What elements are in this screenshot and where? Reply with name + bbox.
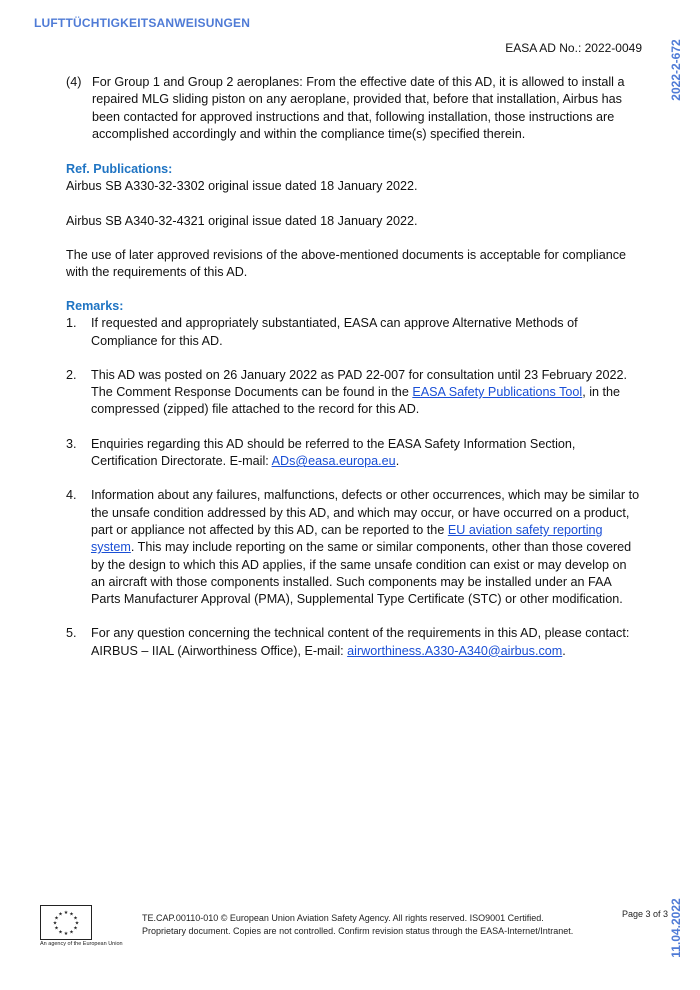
agency-caption: An agency of the European Union [40, 941, 123, 947]
svg-text:★: ★ [58, 911, 63, 918]
remark-text: Information about any failures, malfunctions, defects or other occurrences, which may be similar to the unsafe condition addressed by this AD, and which may occur, or have occurred on a product, part or appliance not affected by this AD, can be reported to the [91, 488, 640, 537]
remark-2 [66, 367, 644, 419]
footer-line-1: TE.CAP.00110-010 © European Union Aviation Safety Agency. All rights reserved. ISO9001 Certified. [142, 913, 544, 923]
svg-text:★: ★ [69, 929, 74, 936]
remark-5 [66, 625, 644, 660]
reference-sb-2: Airbus SB A340-32-4321 original issue dated 18 January 2022. [66, 213, 418, 228]
remark-number: 5. [66, 626, 77, 641]
svg-text:★: ★ [73, 925, 78, 932]
remark-text-tail: . [562, 643, 566, 658]
reporting-system-link[interactable]: EU aviation safety reporting system [91, 522, 603, 555]
remark-number: 1. [66, 316, 77, 331]
side-number-text: 2022-2-672 [669, 39, 683, 101]
remark-text-tail: . [395, 454, 400, 469]
remark-3 [66, 436, 644, 471]
ads-email-link[interactable]: ADs@easa.europa.eu [271, 454, 396, 469]
remark-text-tail: , in the compressed (zipped) file attached to the record for this AD. [91, 385, 621, 417]
paragraph-4 [66, 74, 644, 143]
remark-text: If requested and appropriately substantiated, EASA can approve Alternative Methods of Compliance for this AD. [91, 316, 578, 348]
remark-number: 3. [66, 436, 77, 451]
svg-text:★: ★ [63, 910, 69, 916]
svg-text:★: ★ [73, 915, 78, 922]
references-section [66, 161, 644, 281]
remarks-section [66, 298, 644, 677]
eu-stars-icon [41, 906, 91, 939]
paragraph-text: For Group 1 and Group 2 aeroplanes: From the effective date of this AD, it is allowed to install a repaired MLG sliding piston on any aeroplane, provided that, before that installation, Airbus has been contacted for approved instructions and that, following installation, those instructions are accomplished accordingly and within the compliance time(s) specified therein. [92, 75, 625, 141]
svg-text:★: ★ [69, 911, 74, 918]
footer-text [142, 912, 612, 938]
side-stamp-number [666, 36, 686, 104]
remark-text: This AD was posted on 26 January 2022 as PAD 22-007 for consultation until 23 February 2022. The Comment Response Documents can be found in the [91, 367, 628, 400]
remark-4 [66, 487, 644, 608]
remark-text: For any question concerning the technical content of the requirements in this AD, please contact: AIRBUS – IIAL (Airworthiness Office), E-mail: [91, 626, 630, 658]
side-date-text: 11.04.2022 [669, 898, 683, 958]
reference-sb-1: Airbus SB A330-32-3302 original issue dated 18 January 2022. [66, 179, 418, 194]
reference-note: The use of later approved revisions of the above-mentioned documents is acceptable for compliance with the requirements of this AD. [66, 247, 627, 280]
paragraph-number: (4) [66, 75, 82, 89]
remark-1 [66, 315, 644, 350]
easa-safety-publications-link[interactable]: EASA Safety Publications Tool [412, 385, 583, 400]
svg-text:★: ★ [54, 925, 59, 932]
svg-text:★: ★ [54, 915, 59, 922]
remarks-heading: Remarks: [66, 299, 124, 313]
svg-text:★: ★ [74, 920, 80, 927]
svg-text:★: ★ [52, 920, 58, 927]
remark-text: Enquiries regarding this AD should be referred to the EASA Safety Information Section, Certification Directorate. E-mail: [91, 436, 576, 469]
footer-line-2: Proprietary document. Copies are not controlled. Confirm revision status through the EASA-Internet/Intranet. [142, 926, 574, 936]
remark-text-tail: . This may include reporting on the same or similar components, other than those covered by the design to which this AD applies, if the same unsafe condition can exist or may develop on an aircraft with those components installed. Such components may be installed under an FAA Parts Manufacturer Approval (PMA), Supplemental Type Certificate (STC) or other modification. [91, 540, 632, 607]
banner-title: LUFTTÜCHTIGKEITSANWEISUNGEN [34, 16, 251, 30]
page-number: Page 3 of 3 [622, 909, 669, 919]
svg-text:★: ★ [58, 929, 63, 936]
side-stamp-date [666, 895, 686, 961]
ad-number: EASA AD No.: 2022-0049 [505, 41, 642, 55]
remark-number: 4. [66, 488, 77, 503]
svg-text:★: ★ [63, 931, 69, 937]
references-heading: Ref. Publications: [66, 162, 173, 176]
eu-flag-logo-icon [40, 905, 92, 940]
remark-number: 2. [66, 367, 77, 382]
airbus-email-link[interactable]: airworthiness.A330-A340@airbus.com [347, 643, 563, 658]
